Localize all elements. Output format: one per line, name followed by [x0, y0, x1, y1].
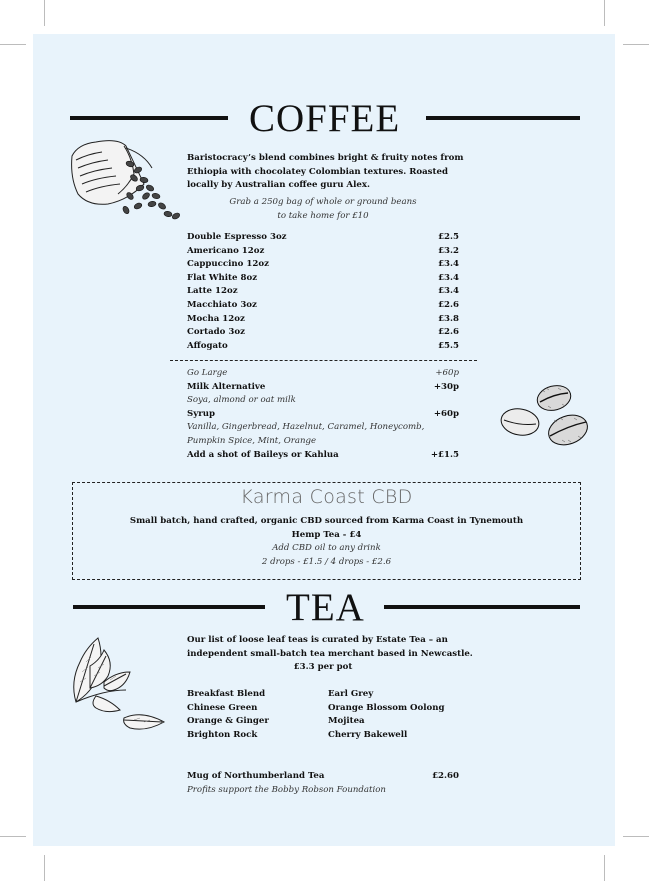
menu-item: [187, 313, 459, 327]
crop-mark: [604, 855, 605, 881]
heading-rule-right: [426, 116, 580, 120]
menu-item: [187, 272, 459, 286]
item-price: £3.4: [438, 286, 459, 297]
menu-item: [187, 299, 459, 313]
tea-item: Orange Blossom Oolong: [328, 702, 445, 713]
bag-note: [187, 196, 459, 223]
item-name: Cortado 3oz: [187, 327, 245, 338]
tea-title: TEA: [286, 586, 365, 629]
hemp-tea: Hemp Tea - £4: [291, 530, 362, 540]
extra-price: +£1.5: [430, 449, 459, 460]
item-name: Latte 12oz: [187, 286, 238, 297]
item-name: Affogato: [187, 340, 228, 351]
tea-leaves-icon: [64, 632, 168, 736]
menu-item: [187, 326, 459, 340]
cbd-oil-note: Add CBD oil to any drink: [272, 543, 381, 553]
coffee-intro-line: Baristocracy’s blend combines bright & fruity notes from: [187, 153, 464, 163]
menu-item: [187, 231, 459, 245]
crop-mark: [44, 855, 45, 881]
item-name: Mocha 12oz: [187, 313, 245, 324]
item-name: Americano 12oz: [187, 245, 265, 256]
cbd-tagline: Small batch, hand crafted, organic CBD sourced from Karma Coast in Tynemouth: [129, 516, 524, 526]
menu-item: [187, 285, 459, 299]
coffee-intro: [187, 152, 467, 193]
menu-item: [187, 258, 459, 272]
item-price: £5.5: [438, 340, 459, 351]
bag-note-line: Grab a 250g bag of whole or ground beans: [229, 197, 417, 207]
tea-intro: [187, 634, 477, 661]
crop-mark: [623, 44, 649, 45]
extra-price: +60p: [433, 408, 459, 419]
mug-note-text: Profits support the Bobby Robson Foundation: [187, 785, 386, 795]
extra-label: Milk Alternative: [187, 381, 266, 392]
cbd-title: Karma Coast CBD: [240, 486, 413, 508]
tea-item: Brighton Rock: [187, 729, 258, 740]
extra-price: +30p: [433, 381, 459, 392]
tea-intro-line: independent small-batch tea merchant based in Newcastle.: [187, 648, 473, 659]
mug-item: [187, 770, 459, 784]
coffee-beans-icon: [498, 380, 594, 452]
tea-intro-line: Our list of loose leaf teas is curated by Estate Tea – an: [187, 635, 448, 645]
extra-label: Add a shot of Baileys or Kahlua: [187, 449, 339, 460]
menu-item: [187, 245, 459, 259]
syrup-options: [187, 435, 459, 449]
extra-price: +60p: [435, 368, 459, 378]
extra-syrup: [187, 408, 459, 422]
item-price: £2.6: [438, 327, 459, 338]
syrup-options: [187, 421, 459, 435]
extra-label: Pumpkin Spice, Mint, Orange: [187, 436, 317, 446]
menu-item: [187, 340, 459, 354]
extra-milk: [187, 381, 459, 395]
item-price: £2.5: [438, 232, 459, 242]
extra-label: Vanilla, Gingerbread, Hazelnut, Caramel, Honeycomb,: [187, 422, 425, 433]
tea-price: £3.3 per pot: [293, 662, 353, 672]
item-name: Flat White 8oz: [187, 272, 258, 283]
item-price: £2.60: [432, 771, 459, 781]
item-price: £2.6: [438, 300, 459, 310]
item-name: Mug of Northumberland Tea: [187, 771, 325, 781]
item-price: £3.2: [438, 245, 459, 256]
extra-label: Soya, almond or oat milk: [187, 395, 296, 406]
extra-shot: [187, 449, 459, 463]
tea-item: Orange & Ginger: [187, 716, 269, 727]
heading-rule-left: [70, 116, 228, 120]
crop-mark: [623, 836, 649, 837]
tea-list-right: [328, 688, 445, 742]
extra-label: Go Large: [187, 368, 228, 378]
item-name: Double Espresso 3oz: [187, 232, 287, 242]
item-price: £3.4: [438, 259, 459, 270]
coffee-intro-line: locally by Australian coffee guru Alex.: [187, 180, 370, 191]
extra-label: Syrup: [187, 408, 215, 419]
tea-list-left: [187, 688, 269, 742]
tea-item: Cherry Bakewell: [328, 729, 408, 740]
cbd-drops: 2 drops - £1.5 / 4 drops - £2.6: [261, 557, 392, 567]
section-divider: [170, 360, 477, 361]
coffee-sack-icon: [68, 134, 184, 226]
item-name: Macchiato 3oz: [187, 300, 257, 310]
item-price: £3.8: [438, 313, 459, 324]
tea-item: Chinese Green: [187, 702, 258, 713]
crop-mark: [0, 836, 26, 837]
bag-note-line: to take home for £10: [277, 210, 369, 221]
heading-rule-right: [384, 605, 580, 609]
coffee-intro-line: Ethiopia with chocolatey Colombian textures. Roasted: [187, 166, 448, 177]
coffee-title: COFFEE: [249, 97, 401, 140]
tea-item: Mojitea: [328, 716, 365, 727]
crop-mark: [604, 0, 605, 26]
extra-go-large: [187, 367, 459, 381]
item-price: £3.4: [438, 272, 459, 283]
tea-item: Earl Grey: [328, 689, 374, 699]
mug-note: [187, 784, 459, 798]
heading-rule-left: [73, 605, 265, 609]
tea-item: Breakfast Blend: [187, 689, 266, 699]
crop-mark: [0, 44, 26, 45]
crop-mark: [44, 0, 45, 26]
milk-options: [187, 394, 459, 408]
item-name: Cappuccino 12oz: [187, 259, 269, 270]
